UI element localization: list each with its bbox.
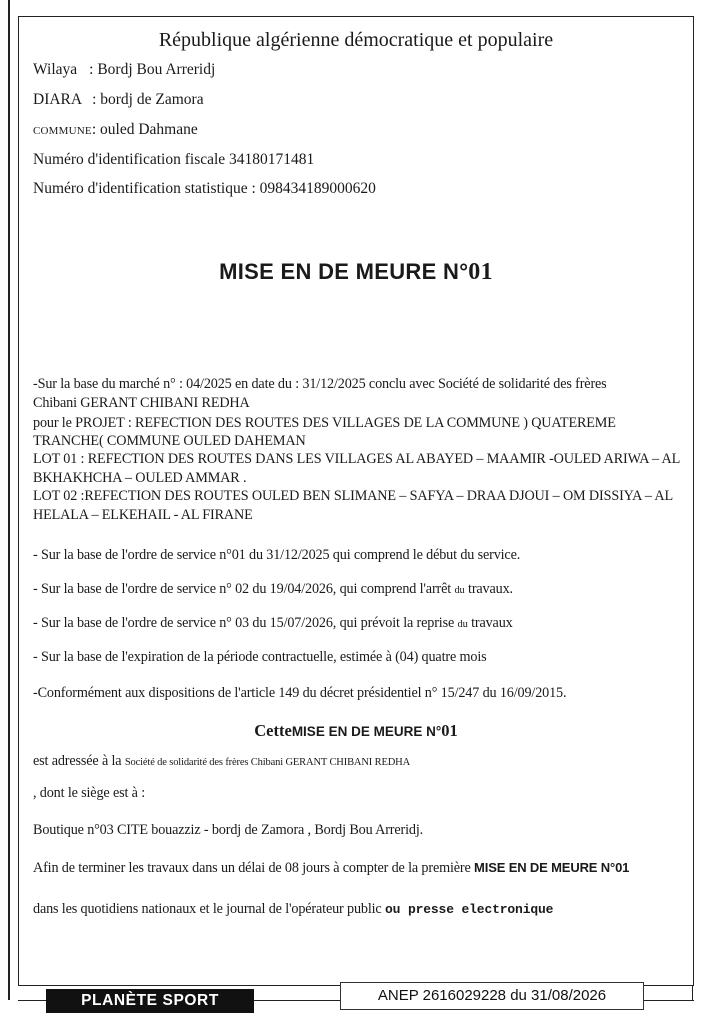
lot1-line-2: BKHAKHCHA – OULED AMMAR . (33, 470, 247, 486)
afin-text: Afin de terminer les travaux dans un délai de 08 jours à compter de la première (33, 860, 475, 876)
os3-end: travaux (467, 615, 513, 631)
adressee-line (33, 753, 410, 770)
expiration-line: - Sur la base de l'expiration de la période contractuelle, estimée à (04) quatre mois (33, 649, 487, 665)
siege-line: , dont le siège est à : (33, 785, 145, 801)
wilaya-label: Wilaya (33, 61, 78, 78)
cette-title: MISE EN DE MEURE N° (291, 724, 442, 739)
afin-line (33, 860, 629, 877)
nis-line: Numéro d'identification statistique : 098434189000620 (33, 180, 376, 197)
quotidiens-line (33, 901, 553, 918)
cette-heading (19, 721, 693, 741)
anep-reference: ANEP 2616029228 du 31/08/2026 (340, 982, 644, 1010)
adressee-company: Société de solidarité des frères Chibani GERANT CHIBANI REDHA (124, 757, 411, 768)
cette-number: 01 (441, 721, 458, 740)
ordre-service-1: - Sur la base de l'ordre de service n°01 du 31/12/2025 qui comprend le début du service. (33, 547, 521, 563)
ordre-service-2 (33, 581, 513, 598)
daira-value: : bordj de Zamora (92, 91, 204, 108)
title-text: MISE EN DE MEURE N° (219, 259, 469, 284)
lot1-line-1: LOT 01 : REFECTION DES ROUTES DANS LES VILLAGES AL ABAYED – MAAMIR -OULED ARIWA – AL (33, 451, 681, 467)
title-number: 01 (468, 259, 493, 285)
projet-line-2: TRANCHE( COMMUNE OULED DAHEMAN (33, 433, 306, 449)
marche-line-2: Chibani GERANT CHIBANI REDHA (33, 395, 250, 411)
commune-line (33, 121, 198, 139)
commune-label: COMMUNE (33, 125, 92, 137)
document-title (19, 259, 693, 286)
wilaya-value: : Bordj Bou Arreridj (89, 61, 216, 78)
ordre-service-3 (33, 615, 513, 632)
daira-line (33, 91, 204, 109)
nif-line: Numéro d'identification fiscale 34180171481 (33, 151, 315, 168)
os2-end: travaux. (464, 581, 513, 597)
adressee-text: est adressée à la (33, 753, 125, 769)
republic-heading: République algérienne démocratique et populaire (158, 29, 554, 51)
os3-text: - Sur la base de l'ordre de service n° 03 du 15/07/2026, qui prévoit la reprise (33, 615, 458, 631)
section-label: PLANÈTE SPORT (46, 989, 254, 1013)
os2-small: du (454, 585, 465, 596)
afin-bold: MISE EN DE MEURE N°01 (474, 860, 630, 875)
boutique-line: Boutique n°03 CITE bouazziz - bordj de Zamora , Bordj Bou Arreridj. (33, 822, 424, 838)
commune-value: : ouled Dahmane (91, 121, 198, 138)
quotidiens-mono: ou presse electronique (384, 902, 554, 917)
lot2-line-2: HELALA – ELKEHAIL - AL FIRANE (33, 507, 253, 523)
os2-text: - Sur la base de l'ordre de service n° 02 du 19/04/2026, qui comprend l'arrêt (33, 581, 455, 597)
os3-small: du (457, 619, 468, 630)
marche-line-1: -Sur la base du marché n° : 04/2025 en date du : 31/12/2025 conclu avec Société de solidarité des frères (33, 376, 607, 392)
quotidiens-text: dans les quotidiens nationaux et le journal de l'opérateur public (33, 901, 385, 917)
bottom-tick (692, 985, 693, 1001)
daira-label: DIARA (33, 91, 83, 108)
wilaya-line (33, 61, 215, 79)
projet-line-1: pour le PROJET : REFECTION DES ROUTES DES VILLAGES DE LA COMMUNE ) QUATEREME (33, 415, 616, 431)
cette-word: Cette (254, 721, 292, 740)
column-rule (8, 0, 10, 1000)
lot2-line-1: LOT 02 :REFECTION DES ROUTES OULED BEN SLIMANE – SAFYA – DRAA DJOUI – OM DISSIYA – AL (33, 488, 674, 504)
conformement-line: -Conformément aux dispositions de l'article 149 du décret présidentiel n° 15/247 du 16/09/2015. (33, 685, 567, 701)
notice-frame (18, 16, 694, 986)
